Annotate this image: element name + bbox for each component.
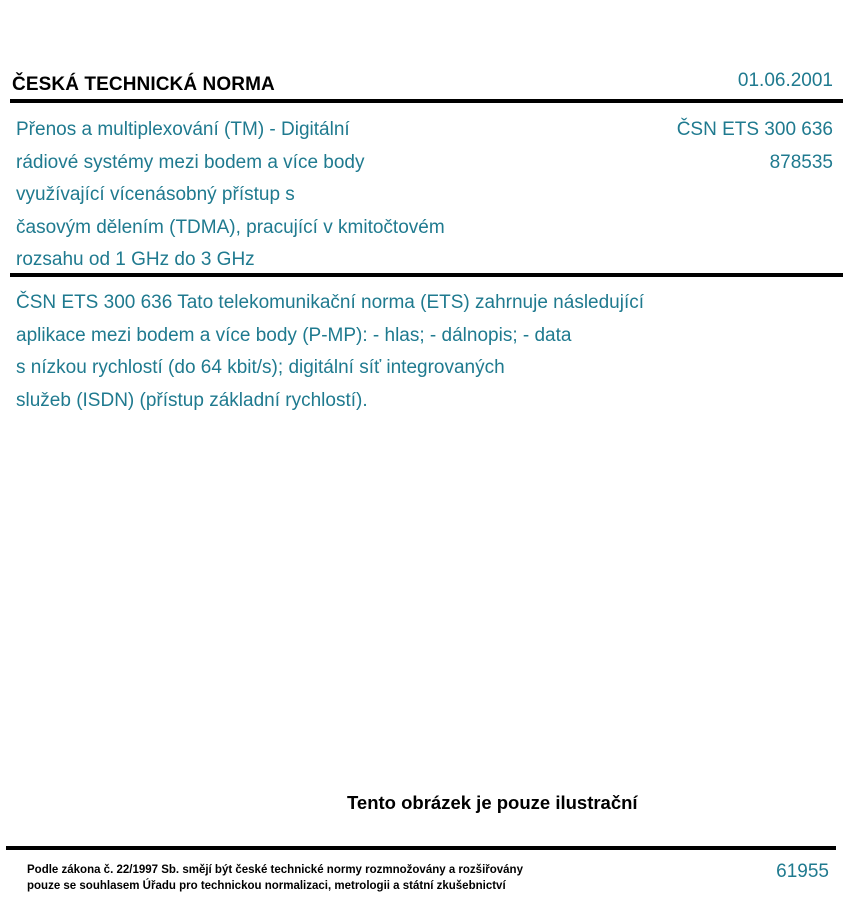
illustration-notice: Tento obrázek je pouze ilustrační bbox=[347, 792, 638, 813]
standard-title bbox=[16, 114, 576, 277]
legal-notice-line: Podle zákona č. 22/1997 Sb. smějí být české technické normy rozmnožovány a rozšiřovány bbox=[27, 864, 523, 876]
header-divider bbox=[10, 99, 843, 103]
standard-abstract bbox=[16, 287, 836, 417]
standard-title-line: časovým dělením (TDMA), pracující v kmitočtovém bbox=[16, 216, 445, 238]
standard-identifier bbox=[677, 114, 833, 179]
standard-title-line: využívající vícenásobný přístup s bbox=[16, 184, 295, 205]
standard-title-line: Přenos a multiplexování (TM) - Digitální bbox=[16, 119, 350, 140]
abstract-line: služeb (ISDN) (přístup základní rychlostí). bbox=[16, 389, 368, 411]
standard-code: ČSN ETS 300 636 bbox=[676, 119, 833, 140]
document-number: 61955 bbox=[776, 861, 829, 882]
legal-notice-line: pouze se souhlasem Úřadu pro technickou normalizaci, metrologii a státní zkušebnictví bbox=[27, 879, 506, 892]
legal-notice bbox=[27, 863, 523, 894]
catalog-number: 878535 bbox=[769, 151, 833, 173]
standard-title-line: rozsahu od 1 GHz do 3 GHz bbox=[16, 249, 255, 270]
document-heading: ČESKÁ TECHNICKÁ NORMA bbox=[12, 74, 275, 95]
abstract-line: aplikace mezi bodem a více body (P-MP): - hlas; - dálnopis; - data bbox=[16, 324, 572, 346]
footer-divider bbox=[6, 846, 836, 850]
title-divider bbox=[10, 273, 843, 277]
abstract-line: ČSN ETS 300 636 Tato telekomunikační norma (ETS) zahrnuje následující bbox=[16, 292, 645, 313]
abstract-line: s nízkou rychlostí (do 64 kbit/s); digitální síť integrovaných bbox=[16, 357, 505, 378]
publication-date: 01.06.2001 bbox=[737, 70, 833, 91]
standard-title-line: rádiové systémy mezi bodem a více body bbox=[16, 151, 365, 173]
